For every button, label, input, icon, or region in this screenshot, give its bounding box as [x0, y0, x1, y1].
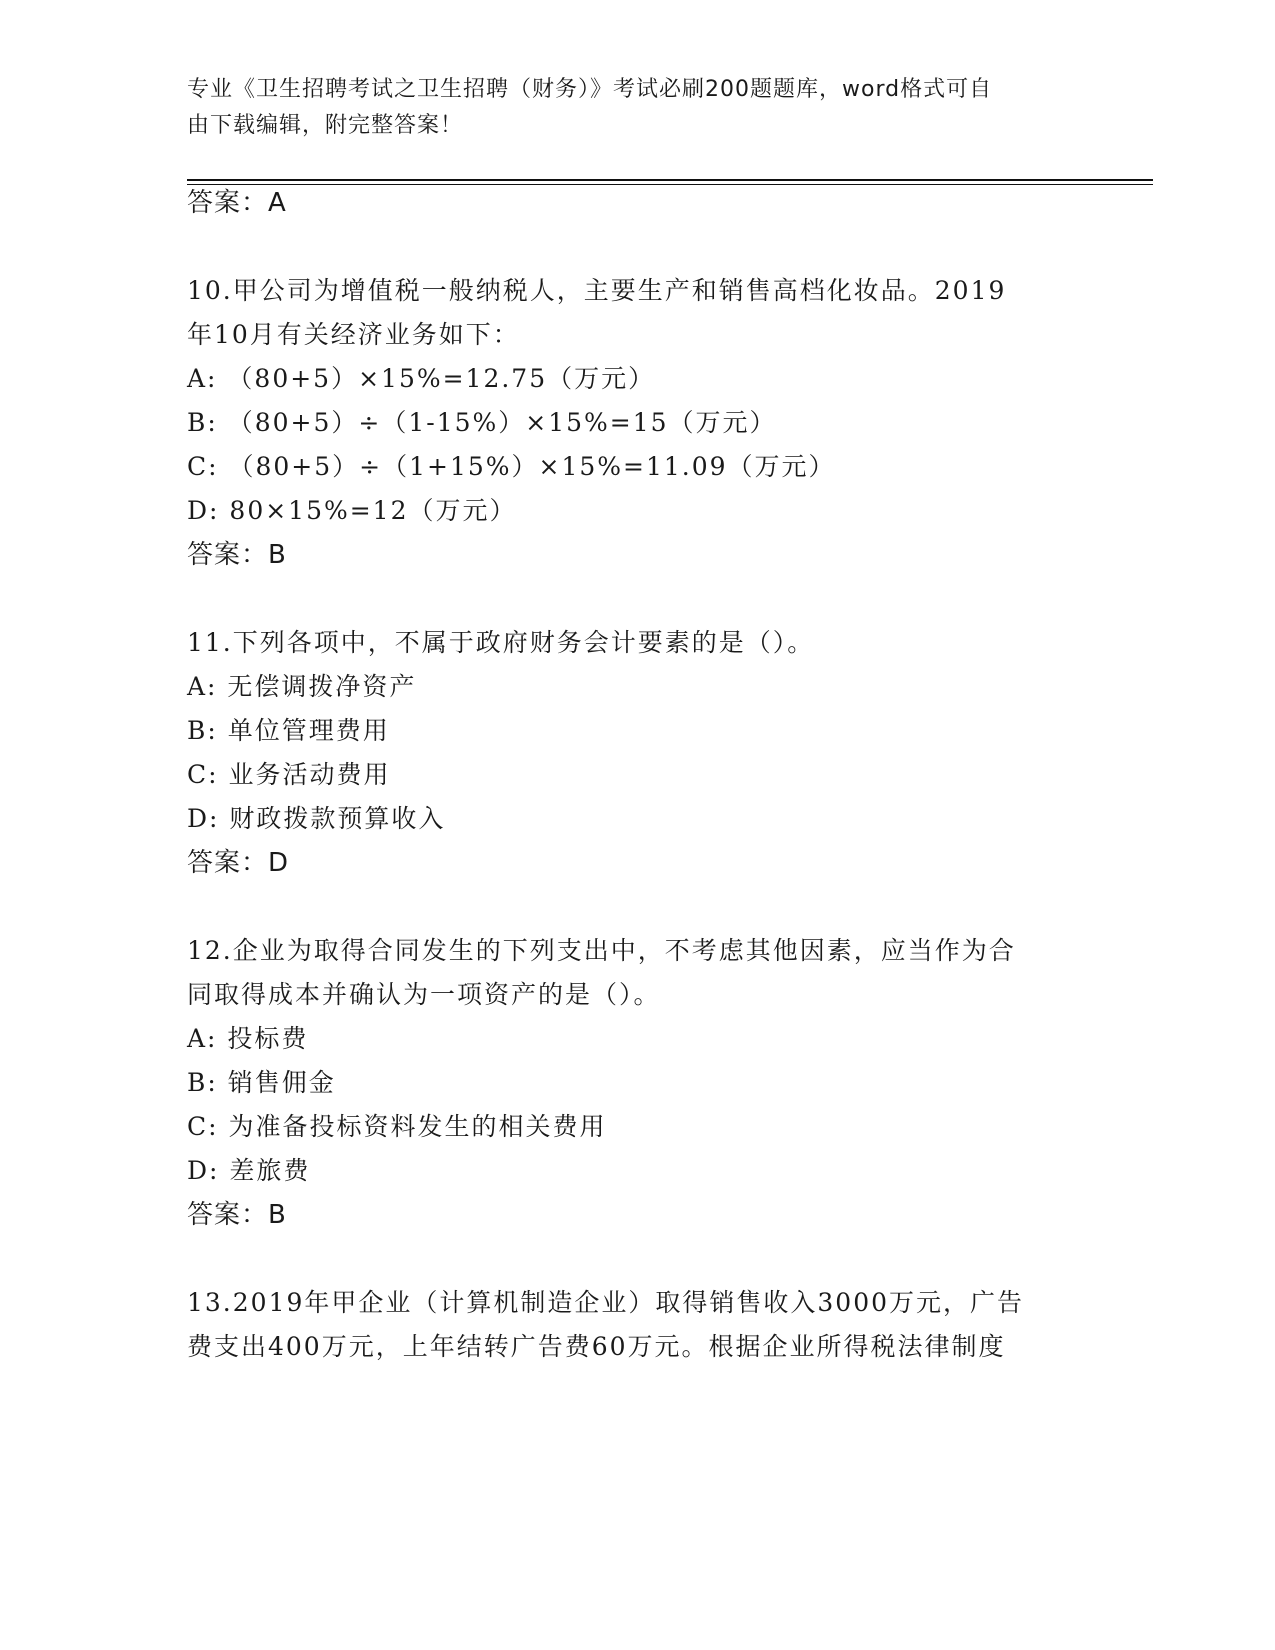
question-12-option-b: B: 销售佣金: [187, 1068, 336, 1097]
question-10-option-d: D: 80×15%=12（万元）: [187, 496, 517, 525]
header-line-2: 由下载编辑，附完整答案！: [187, 113, 464, 138]
question-13-stem-line-2: 费支出400万元，上年结转广告费60万元。根据企业所得税法律制度: [187, 1332, 1006, 1361]
question-11-option-d: D: 财政拨款预算收入: [187, 804, 446, 833]
question-12-answer: 答案：B: [187, 1200, 287, 1230]
question-10-option-c: C: （80+5）÷（1+15%）×15%=11.09（万元）: [187, 452, 836, 481]
question-13-stem-line-1: 13.2019年甲企业（计算机制造企业）取得销售收入3000万元，广告: [187, 1288, 1025, 1317]
question-11-stem-line-1: 11.下列各项中，不属于政府财务会计要素的是（）。: [187, 628, 815, 657]
question-10-stem-line-2: 年10月有关经济业务如下：: [187, 320, 520, 349]
question-10-option-a: A: （80+5）×15%=12.75（万元）: [187, 364, 656, 393]
question-12-stem-line-2: 同取得成本并确认为一项资产的是（）。: [187, 980, 661, 1009]
question-12-option-c: C: 为准备投标资料发生的相关费用: [187, 1112, 607, 1141]
question-10-stem-line-1: 10.甲公司为增值税一般纳税人，主要生产和销售高档化妆品。2019: [187, 276, 1007, 305]
header-line-1: 专业《卫生招聘考试之卫生招聘（财务）》考试必刷200题题库，word格式可自: [187, 77, 993, 102]
previous-answer: 答案：A: [187, 188, 287, 218]
question-11-answer: 答案：D: [187, 848, 290, 878]
question-10-answer: 答案：B: [187, 540, 287, 570]
question-12-stem-line-1: 12.企业为取得合同发生的下列支出中，不考虑其他因素，应当作为合: [187, 936, 1016, 965]
question-10-option-b: B: （80+5）÷（1-15%）×15%=15（万元）: [187, 408, 777, 437]
header-divider-thick: [187, 179, 1153, 181]
header-divider-thin: [187, 184, 1153, 185]
question-12-option-a: A: 投标费: [187, 1024, 309, 1053]
question-11-option-a: A: 无偿调拨净资产: [187, 672, 417, 701]
question-12-option-d: D: 差旅费: [187, 1156, 311, 1185]
question-11-option-b: B: 单位管理费用: [187, 716, 390, 745]
document-header: [187, 72, 1067, 144]
question-11-option-c: C: 业务活动费用: [187, 760, 391, 789]
